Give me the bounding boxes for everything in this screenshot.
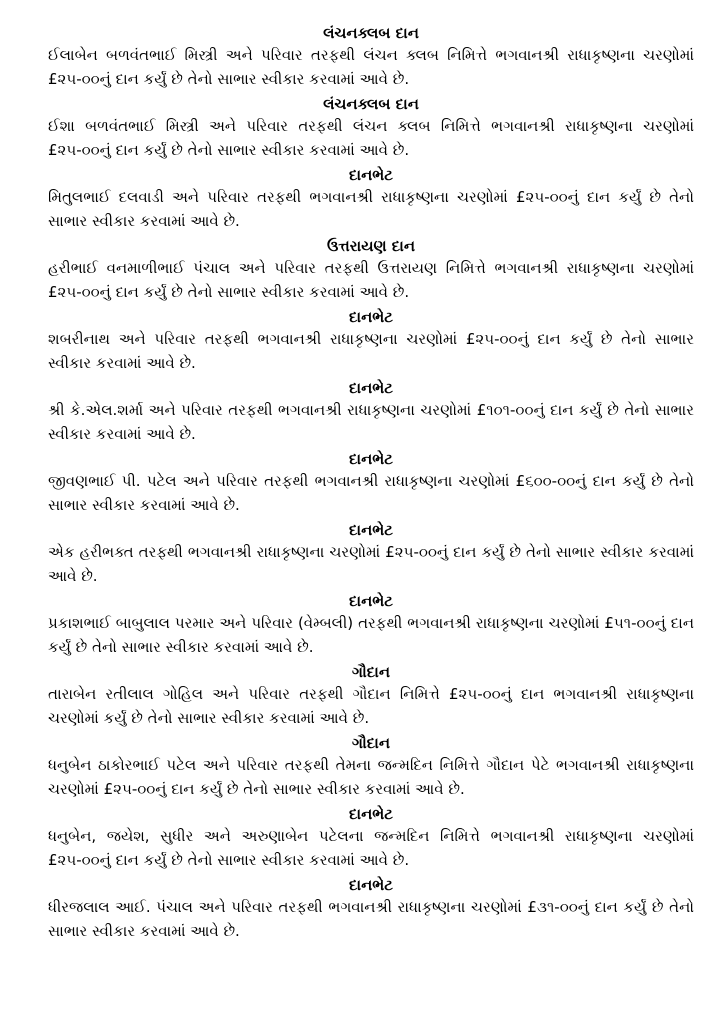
entry-8	[48, 519, 694, 588]
entry-text: તારાબેન રતીલાલ ગોહિલ અને પરિવાર તરફથી ગૌદાન નિમિત્તે £૨૫-૦૦નું દાન ભગવાનશ્રી રાધાકૃષ્ણના ચરણોમાં કર્યું છે તેનો સાભાર સ્વીકાર કરવામાં આવે છે.	[48, 685, 694, 727]
entry-heading: લંચનક્લબ દાન	[323, 24, 419, 42]
entry-heading: ગૌદાન	[351, 734, 391, 752]
entry-12	[48, 803, 694, 872]
entry-heading: ગૌદાન	[351, 663, 391, 681]
entry-heading: દાનભેટ	[349, 876, 393, 894]
entry-heading: દાનભેટ	[349, 450, 393, 468]
entry-text: ધીરજલાલ આઈ. પંચાલ અને પરિવાર તરફથી ભગવાનશ્રી રાધાકૃષ્ણના ચરણોમાં £૩૧-૦૦નું દાન કર્યું છે તેનો સાભાર સ્વીકાર કરવામાં આવે છે.	[48, 898, 694, 940]
entry-13	[48, 874, 694, 943]
entry-11	[48, 732, 694, 801]
entry-heading: દાનભેટ	[349, 308, 393, 326]
entry-3	[48, 164, 694, 233]
entry-5	[48, 306, 694, 375]
entry-text: જીવણભાઈ પી. પટેલ અને પરિવાર તરફથી ભગવાનશ્રી રાધાકૃષ્ણના ચરણોમાં £૬૦૦-૦૦નું દાન કર્યું છે તેનો સાભાર સ્વીકાર કરવામાં આવે છે.	[48, 472, 694, 514]
entry-text: ઈશા બળવંતભાઈ મિસ્ત્રી અને પરિવાર તરફથી લંચન ક્લબ નિમિત્તે ભગવાનશ્રી રાધાકૃષ્ણના ચરણોમાં £૨૫-૦૦નું દાન કર્યું છે તેનો સાભાર સ્વીકાર કરવામાં આવે છે.	[48, 117, 694, 159]
entry-heading: દાનભેટ	[349, 166, 393, 184]
entry-text: ધનુબેન ઠાકોરભાઈ પટેલ અને પરિવાર તરફથી તેમના જન્મદિન નિમિત્તે ગૌદાન પેટે ભગવાનશ્રી રાધાકૃષ્ણના ચરણોમાં £૨૫-૦૦નું દાન કર્યું છે તેનો સાભાર સ્વીકાર કરવામાં આવે છે.	[48, 756, 694, 798]
entry-text: પ્રકાશભાઈ બાબુલાલ પરમાર અને પરિવાર (વેમ્બલી) તરફથી ભગવાનશ્રી રાધાકૃષ્ણના ચરણોમાં £૫૧-૦૦નું દાન કર્યું છે તેનો સાભાર સ્વીકાર કરવામાં આવે છે.	[48, 614, 694, 656]
entry-text: શ્રી કે.એલ.શર્મા અને પરિવાર તરફથી ભગવાનશ્રી રાધાકૃષ્ણના ચરણોમાં £૧૦૧-૦૦નું દાન કર્યું છે તેનો સાભાર સ્વીકાર કરવામાં આવે છે.	[48, 401, 694, 443]
entry-heading: લંચનક્લબ દાન	[323, 95, 419, 113]
entry-1	[48, 22, 694, 91]
entry-10	[48, 661, 694, 730]
entry-text: મિતુલભાઈ દલવાડી અને પરિવાર તરફથી ભગવાનશ્રી રાધાકૃષ્ણના ચરણોમાં £૨૫-૦૦નું દાન કર્યું છે તેનો સાભાર સ્વીકાર કરવામાં આવે છે.	[48, 188, 694, 230]
entry-6	[48, 377, 694, 446]
entry-4	[48, 235, 694, 304]
entry-text: શબરીનાથ અને પરિવાર તરફથી ભગવાનશ્રી રાધાકૃષ્ણના ચરણોમાં £૨૫-૦૦નું દાન કર્યું છે તેનો સાભાર સ્વીકાર કરવામાં આવે છે.	[48, 330, 694, 372]
entry-text: ધનુબેન, જયેશ, સુધીર અને અરુણાબેન પટેલના જન્મદિન નિમિત્તે ભગવાનશ્રી રાધાકૃષ્ણના ચરણોમાં £૨૫-૦૦નું દાન કર્યું છે તેનો સાભાર સ્વીકાર કરવામાં આવે છે.	[48, 827, 694, 869]
entry-heading: ઉત્તરાયણ દાન	[326, 237, 416, 255]
entry-text: હરીભાઈ વનમાળીભાઈ પંચાલ અને પરિવાર તરફથી ઉત્તરાયણ નિમિત્તે ભગવાનશ્રી રાધાકૃષ્ણના ચરણોમાં £૨૫-૦૦નું દાન કર્યું છે તેનો સાભાર સ્વીકાર કરવામાં આવે છે.	[48, 259, 694, 301]
entry-heading: દાનભેટ	[349, 379, 393, 397]
entry-2	[48, 93, 694, 162]
entry-heading: દાનભેટ	[349, 592, 393, 610]
entry-7	[48, 448, 694, 517]
entry-text: ઈલાબેન બળવંતભાઈ મિસ્ત્રી અને પરિવાર તરફથી લંચન ક્લબ નિમિત્તે ભગવાનશ્રી રાધાકૃષ્ણના ચરણોમાં £૨૫-૦૦નું દાન કર્યું છે તેનો સાભાર સ્વીકાર કરવામાં આવે છે.	[48, 46, 694, 88]
document-page	[48, 22, 694, 945]
entry-text: એક હરીભક્ત તરફથી ભગવાનશ્રી રાધાકૃષ્ણના ચરણોમાં £૨૫-૦૦નું દાન કર્યું છે તેનો સાભાર સ્વીકાર કરવામાં આવે છે.	[48, 543, 694, 585]
entry-9	[48, 590, 694, 659]
entry-heading: દાનભેટ	[349, 521, 393, 539]
entry-heading: દાનભેટ	[349, 805, 393, 823]
